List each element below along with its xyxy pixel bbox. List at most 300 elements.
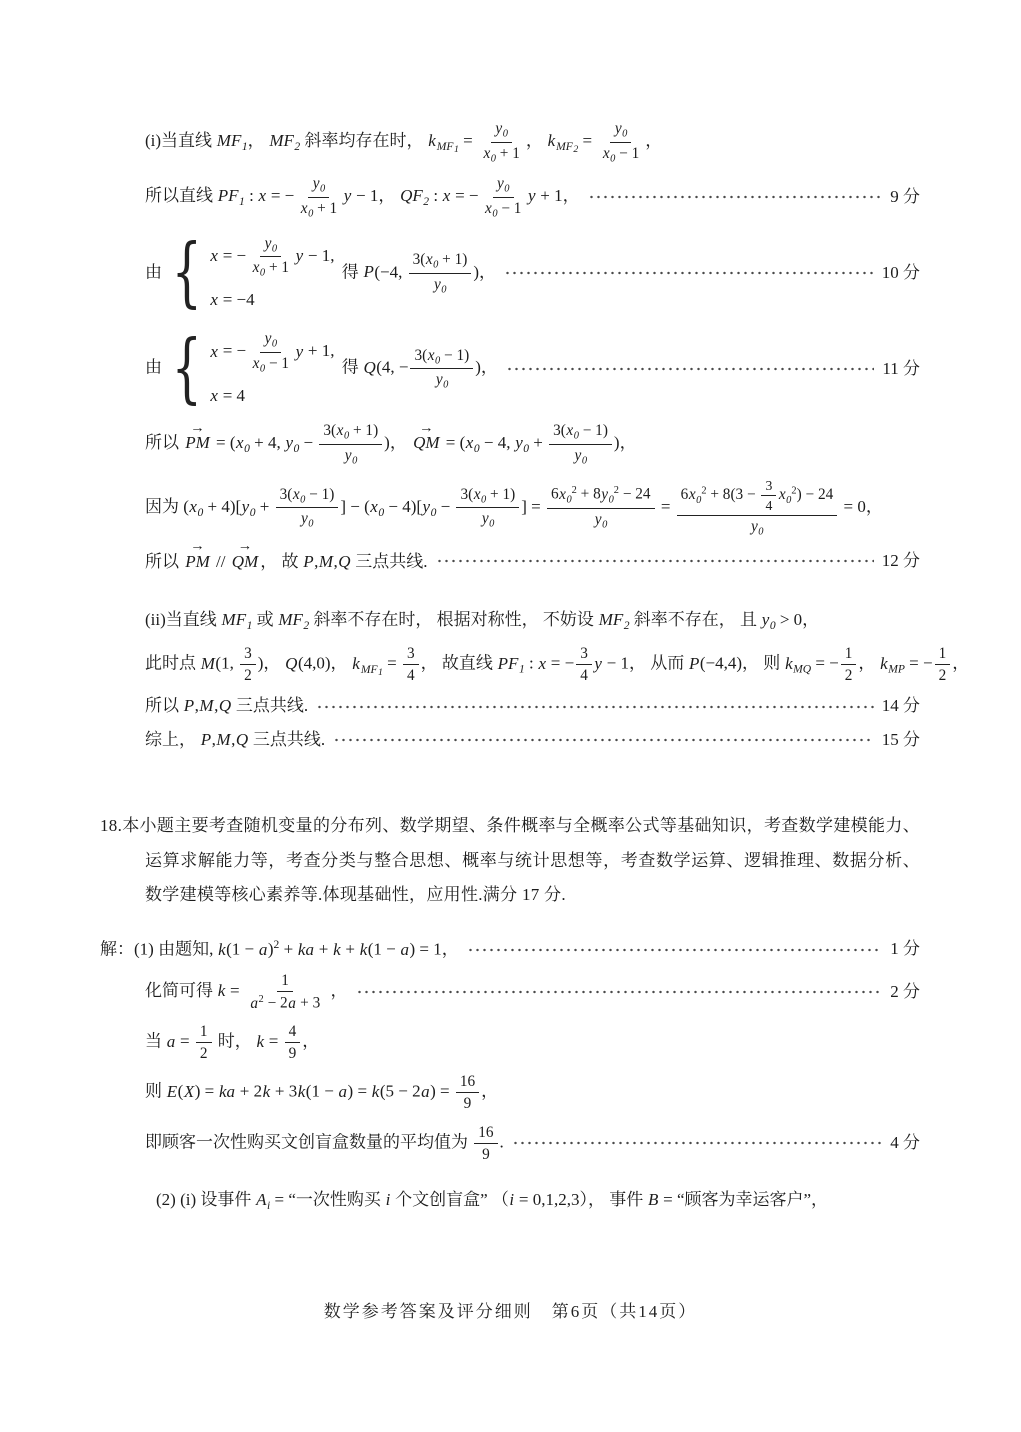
vector-pm [185,538,210,575]
subscript: 0 [259,363,266,375]
text: = 0， [839,496,883,516]
text: = [458,131,477,151]
fraction-denominator [590,509,611,532]
fraction [285,1022,301,1063]
math-variable: x [292,485,300,503]
math-variable: MF [216,131,242,151]
text: > 0， [775,610,820,630]
text: ( [177,1081,184,1101]
math-variable: k [547,131,556,151]
text: = − [266,186,295,206]
math-variable: MF [278,610,303,630]
text: − 1 [497,199,522,217]
fraction-denominator: 9 [482,1145,490,1163]
text: = 4 [218,385,246,405]
line-content [145,608,819,635]
fraction-numerator [260,329,281,353]
math-variable: y [433,275,441,293]
math-variable: k [256,1031,265,1051]
superscript: 2 [613,485,619,497]
math-variable: y [241,496,250,516]
subscript: 0 [490,153,496,165]
text: 3( [553,422,566,440]
fraction [409,250,472,296]
text: = [382,653,402,673]
math-variable: A [256,1189,267,1209]
text: 3( [414,346,428,364]
fraction [276,485,339,531]
math-variable: MF [360,662,378,676]
text: ) = [430,1081,454,1101]
math-variable: y [594,510,602,528]
dotted-leader [436,554,874,568]
fraction-numerator: 3 [240,644,256,665]
dotted-leader [333,733,874,747]
fraction [248,234,293,280]
text: (−4, [374,261,407,281]
text: (1 − [367,939,400,959]
formula-line [145,644,970,685]
line-content [145,1123,504,1164]
fraction-denominator: 2 [844,667,853,685]
text: + 4)[ [203,496,242,516]
math-variable: a [250,995,259,1013]
math-variable: MF [221,610,247,630]
cases-group [169,230,334,317]
subscript: 0 [308,518,314,530]
fraction-numerator [610,119,631,143]
fraction-numerator [547,484,655,508]
math-variable: a [338,1081,348,1101]
left-brace-icon: { [171,228,203,317]
fraction [456,485,519,531]
text: (4, − [376,357,409,377]
text: . [499,1132,504,1152]
math-variable: y [601,485,609,503]
text: 由 [145,357,167,377]
text: ) [267,939,274,959]
math-variable: y [435,371,443,389]
line-content [145,1072,498,1113]
line-content [145,421,637,467]
dotted-leader [512,1136,882,1150]
text: , [194,696,199,716]
fraction [296,174,341,220]
fraction-denominator [246,992,324,1013]
math-variable: Q [235,730,249,750]
text: + [255,496,274,516]
subscript: 2 [573,144,579,156]
fraction-denominator [570,445,591,468]
text: − 1) [440,346,470,364]
subscript: 0 [608,494,614,506]
math-variable: i [509,1189,515,1209]
math-variable: MF [556,140,573,154]
subscript [360,663,383,676]
fraction-denominator [248,353,293,376]
math-variable: a [166,1031,176,1051]
formula-line [145,325,920,412]
dotted-leader [588,190,883,204]
text: = − [811,653,839,673]
math-variable: y [750,518,758,536]
text: 6 [551,485,559,503]
text: + 3 [270,1081,298,1101]
fraction-denominator [477,508,498,531]
text: = [656,496,675,516]
text: + 1， [536,186,580,206]
score-label: 2 分 [890,981,920,1001]
text: ， [952,653,970,673]
text: : [429,186,443,206]
subscript: 0 [378,505,385,519]
text: = [175,1031,194,1051]
text: 3( [323,422,337,440]
subscript: 2 [623,619,630,633]
fraction [547,484,655,531]
text: − 4, [479,433,515,453]
subscript: 0 [259,267,266,279]
text: + [341,939,360,959]
math-variable: P [183,696,195,716]
score-label: 15 分 [881,730,920,750]
dotted-leader [467,943,883,957]
text: + 3 [296,995,321,1013]
fraction-numerator [410,346,473,370]
math-variable: k [352,653,360,673]
text: + 4, [249,433,285,453]
text: − 1, [303,245,335,265]
fraction-numerator [456,485,519,509]
math-variable: y [343,186,352,206]
fraction [246,971,324,1013]
subscript: 0 [308,208,314,220]
fraction-denominator [479,143,524,166]
vector-name: QM [231,551,259,571]
text: ) = 1， [409,939,459,959]
text: + 1) [438,250,468,268]
subscript: 0 [481,494,487,506]
subscript: 0 [473,442,480,456]
math-variable: x [236,433,244,453]
text: − 1 [265,355,290,373]
math-variable: y [312,175,320,193]
text: )， [384,433,412,453]
cases-row [210,288,335,313]
text: − 1， [351,186,400,206]
math-variable: x [465,433,474,453]
text: ] = [521,496,545,516]
math-variable: y [295,341,304,361]
text: : [524,653,538,673]
subscript: 1 [378,666,383,678]
subscript: 2 [294,140,301,154]
math-variable: x [442,186,451,206]
vector-arrow-icon: → [419,420,434,437]
text: + [529,433,548,453]
text: = “一次性购买 [270,1189,386,1209]
math-variable: E [166,1081,178,1101]
subscript: 0 [758,526,764,538]
cases-rows [210,230,335,317]
score-label: 11 分 [882,358,920,378]
text: − 1， 从而 [602,653,689,673]
text: 化简可得 [145,981,218,1001]
math-variable: x [566,422,574,440]
math-variable: x [300,199,308,217]
text: 所以 [145,696,184,716]
math-variable: k [880,653,888,673]
formula-line [156,1188,920,1215]
text: ， [858,653,880,673]
subscript: 0 [492,208,498,220]
text: + 1 [313,199,338,217]
fraction-numerator: 1 [841,644,857,665]
text: ， 故 [260,551,303,571]
math-variable: k [217,981,226,1001]
fraction-numerator: 16 [456,1072,479,1093]
text: 斜率均存在时， [300,131,428,151]
vector-arrow-icon: → [190,420,205,437]
text: 三点共线. [351,551,428,571]
fraction-numerator [549,421,612,445]
subscript [436,140,459,156]
text: 因为 ( [145,496,189,516]
dotted-leader [504,266,874,280]
math-variable: MF [598,610,624,630]
text: )， [257,653,285,673]
subscript: 1 [246,619,253,633]
vector-arrow-icon: → [190,538,205,555]
text: = − [546,653,575,673]
fraction [456,1072,479,1113]
math-variable: a [288,995,296,1013]
fraction [481,174,526,220]
score-label: 9 分 [890,187,920,207]
text: ) = [194,1081,219,1101]
math-variable: x [210,341,218,361]
subscript: 2 [303,619,310,633]
math-variable: k [262,1081,271,1101]
subscript: 1 [518,662,525,676]
subscript: 0 [249,505,256,519]
text: − 1 [615,144,640,162]
text: )， [475,357,498,377]
vector-arrow-icon: → [237,538,253,555]
math-variable: B [647,1189,659,1209]
text: = 0,1,2,3）， 事件 [514,1189,648,1209]
text: = [578,131,597,151]
fraction [549,421,612,467]
fraction-denominator: 9 [463,1095,472,1113]
fraction-numerator [677,477,838,516]
math-variable: x [483,144,491,162]
score-label: 4 分 [890,1132,920,1152]
math-variable: x [336,422,344,440]
subscript: 1 [453,144,459,156]
text: + [279,939,298,959]
text: , [211,730,216,750]
line-content [145,971,348,1013]
fraction-numerator [319,421,382,445]
text: (2) (i) 设事件 [156,1189,256,1209]
fraction-denominator [340,445,361,468]
text: (1 − [226,939,259,959]
text: 则 [145,1081,167,1101]
math-variable: M [200,653,215,673]
text: − 1) [305,485,335,503]
text: ， [645,131,663,151]
fraction [479,119,524,165]
fraction-numerator [491,119,512,143]
math-variable: a [258,939,268,959]
fraction [576,644,592,685]
math-variable: y [300,510,308,528]
subscript: 0 [622,128,628,140]
text: 3( [460,485,474,503]
text: , [314,551,319,571]
math-variable: y [495,120,503,137]
cases-group [169,325,334,412]
math-variable: P [363,261,374,281]
formula-line [145,694,920,719]
text: = − [218,245,247,265]
formula-line [145,421,920,467]
text: 3( [279,485,293,503]
page-footer: 数学参考答案及评分细则 第6页（共14页） [323,1302,698,1321]
superscript: 2 [258,994,264,1006]
math-variable: y [422,496,431,516]
text: 三点共线. [248,730,326,750]
fraction-numerator: 4 [285,1022,301,1043]
vector-pm [185,420,210,456]
line-content [145,119,662,165]
fraction-numerator: 3 [761,477,776,496]
fraction-denominator [248,257,293,280]
subscript: 0 [271,243,278,255]
math-variable: M [318,551,334,571]
fraction-numerator: 16 [474,1123,497,1144]
vector-name: PM [185,433,210,453]
math-variable: Q [218,696,232,716]
math-variable: k [218,939,226,959]
text: 当 [145,1031,167,1051]
formula-line [145,1022,920,1063]
text: (1, [215,653,239,673]
formula-line [145,608,920,635]
fraction-denominator [431,369,452,392]
vector-qm [231,538,259,575]
fraction [841,644,857,685]
fraction-numerator [260,234,281,258]
math-variable: k [333,939,341,959]
text: ) = [347,1081,372,1101]
formula-line [145,230,920,317]
math-variable: x [485,199,492,217]
line-content [156,1188,828,1215]
subscript: 0 [566,494,572,506]
text: (5 − 2 [379,1081,421,1101]
math-variable: x [778,485,786,503]
fraction-denominator [481,198,526,221]
text: + 8(3 − [706,485,760,503]
math-variable: k [371,1081,380,1101]
fraction [474,1123,497,1164]
math-variable: y [761,610,770,630]
formula-line [145,174,920,220]
math-variable: x [538,653,547,673]
text: − 4)[ [384,496,423,516]
fraction-denominator: 4 [765,497,773,513]
text: // [211,551,230,571]
score-label: 10 分 [881,262,920,282]
math-variable: a [421,1081,430,1101]
left-brace-icon: { [171,324,203,413]
fraction-numerator [308,174,329,198]
text: 所以 [145,433,184,453]
math-variable: Q [285,653,298,673]
subscript: 0 [489,518,495,530]
subscript: 0 [343,431,350,443]
math-variable: x [189,496,197,516]
text: 或 [252,610,278,630]
fraction [196,1022,212,1063]
fraction-numerator [409,250,472,274]
math-variable: k [785,653,793,673]
subscript: MQ [793,662,812,676]
text: (ii)当直线 [145,610,222,630]
text: 斜率不存在， 且 [629,610,762,630]
line-content [100,937,459,962]
subscript: 0 [769,619,776,633]
text: ， [525,131,548,151]
score-label: 1 分 [890,939,920,959]
text: 得 [337,261,363,281]
dotted-leader [506,362,874,376]
text: + 8 [576,485,601,503]
fraction [410,346,473,392]
math-variable: x [370,496,378,516]
vector-name: QM [413,433,440,453]
subscript [556,140,579,156]
fraction-denominator [296,508,317,531]
subscript: 0 [244,442,250,456]
formula-line [145,538,920,575]
subscript: 0 [602,519,608,531]
text: , [333,551,338,571]
fraction-numerator [276,485,339,509]
document-body [100,110,970,1224]
math-variable: y [594,653,602,673]
text: − [299,433,318,453]
subscript: 0 [197,505,204,519]
text: = − [904,653,933,673]
text: ， [326,981,348,1001]
fraction [935,644,951,685]
math-variable: x [210,385,218,405]
math-variable: k [297,1081,306,1101]
fraction-numerator: 1 [935,644,951,665]
formula-line [145,971,920,1013]
fraction [677,477,838,539]
subscript: 0 [320,183,326,195]
subscript: 0 [300,494,306,506]
text: 由 [145,261,167,281]
fraction-denominator: 9 [288,1045,297,1063]
line-content [145,230,496,317]
text: + 2 [235,1081,263,1101]
subscript: 0 [443,380,449,392]
